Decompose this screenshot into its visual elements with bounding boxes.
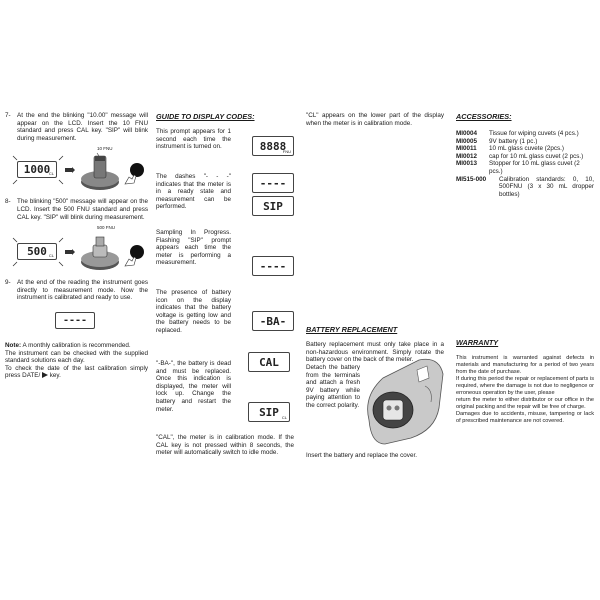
warranty-text (456, 355, 594, 424)
warranty-heading: WARRANTY (456, 338, 499, 348)
display-code-description: "CAL", the meter is in calibration mode. If the CAL key is not pressed within 8 seconds, the meter will automatically switch to idle mode. (156, 434, 294, 457)
note-text (5, 342, 148, 350)
note-body: A monthly calibration is recommended. (22, 341, 131, 349)
meter-with-vial-illustration (77, 231, 123, 271)
accessory-item (456, 145, 594, 153)
lcd-display-cal (248, 352, 290, 372)
meter-battery-illustration (361, 356, 445, 446)
lcd-display (252, 311, 294, 331)
display-codes-heading: GUIDE TO DISPLAY CODES: (156, 112, 255, 121)
note-date-text: To check the date of the last calibration simply press DATE/ (5, 364, 148, 380)
flash-lines-icon (11, 154, 65, 186)
step-text: At the end the blinking "10.00" message will appear on the LCD. Insert the 10 FNU standard and press CAL key. "SIP" will blink during measurement. (17, 112, 148, 142)
lcd-value: 8888 (259, 139, 287, 153)
calibration-note (5, 342, 148, 380)
column-display-codes (156, 112, 294, 457)
lcd-unit: CL (281, 415, 287, 420)
accessory-description: Tissue for wiping cuvets (4 pcs.) (489, 130, 579, 137)
step-text: At the end of the reading the instrument goes directly to measurement mode. Now the instrument is calibrated and ready to use. (17, 279, 148, 302)
lcd-display (55, 312, 95, 329)
display-code-item (156, 128, 294, 173)
lcd-value: SIP (263, 199, 283, 213)
lcd-value: ---- (62, 314, 88, 326)
step-7 (5, 112, 148, 142)
accessory-code: MI0012 (456, 152, 478, 160)
step-text: The blinking "500" message will appear on the LCD. Insert the 500 FNU standard and press CAL key. "SIP" will blink during measurement. (17, 198, 148, 221)
display-code-description: "-BA-", the battery is dead and must be replaced. Once this indication is displayed, the meter will lock up. Change the battery and restart the meter. (156, 360, 231, 413)
hand-pointer-icon (123, 254, 137, 268)
accessory-item (456, 176, 594, 199)
display-code-description: This prompt appears for 1 second each time the instrument is turned on. (156, 128, 231, 151)
lcd-value: 1000 (23, 163, 51, 177)
accessory-code: MI0013 (456, 160, 478, 168)
warranty-paragraph: If during this period the repair or replacement of parts is required, where the damage is not due to negligence or erroneous operation by the user, please (456, 376, 594, 396)
accessory-item (456, 153, 594, 161)
battery-instructions (306, 364, 444, 452)
flash-lines-icon (11, 236, 65, 268)
accessory-item (456, 130, 594, 138)
accessory-description: 10 mL glass cuvete (2pcs.) (489, 145, 565, 153)
accessories-list (456, 130, 594, 198)
accessory-item (456, 138, 594, 146)
accessory-code: MI0011 (456, 145, 477, 153)
battery-paragraph: Battery replacement must only take place in a non-hazardous environment. Simply rotate the battery cover on the back of the meter. (306, 341, 444, 364)
hand-pointer-icon (123, 172, 137, 186)
lcd-unit: CL (48, 171, 54, 177)
accessory-code: MI515-000 (456, 175, 487, 183)
step-8 (5, 198, 148, 221)
lcd-value: -BA- (259, 314, 287, 328)
battery-paragraph: Detach the battery from the terminals and attach a fresh 9V battery while paying attention to the correct polarity. (306, 363, 360, 409)
lcd-display (252, 173, 294, 193)
step-7-illustration (5, 146, 148, 194)
display-code-item (156, 434, 294, 457)
arrow-right-icon (65, 249, 75, 255)
battery-paragraph: Insert the battery and replace the cover. (306, 451, 417, 459)
column-calibration-steps (5, 112, 148, 380)
display-code-description: Sampling In Progress. Flashing "SIP" prompt appears each time the meter is performing a measurement. (156, 229, 231, 267)
vial-label: 10 FNU (97, 146, 113, 152)
meter-with-vial-illustration (77, 152, 123, 192)
note-paragraph: The instrument can be checked with the supplied standard solutions each day. (5, 349, 148, 365)
warranty-paragraph: Damages due to accidents, misuse, tampering or lack of prescribed maintenance are not covered. (456, 410, 594, 424)
accessory-code: MI0004 (456, 130, 478, 137)
column-battery (306, 112, 444, 460)
accessory-description: Calibration standards: 0, 10, 500FNU (3 x 30 mL dropper bottles) (499, 175, 594, 198)
vial-label: 500 FNU (97, 225, 116, 231)
step-9 (5, 279, 148, 302)
lcd-display (252, 136, 294, 156)
display-code-description: The presence of battery icon on the display indicates that the battery voltage is getting low and the battery needs to be replaced. (156, 289, 231, 334)
cl-description: "CL" appears on the lower part of the display when the meter is in calibration mode. (306, 112, 444, 127)
battery-heading: BATTERY REPLACEMENT (306, 325, 398, 335)
step-9-illustration (5, 304, 148, 334)
lcd-value: ---- (259, 176, 287, 190)
lcd-unit: CL (48, 253, 54, 259)
accessory-description: Stopper for 10 mL glass cuvet (2 pcs.) (489, 160, 580, 175)
warranty-paragraph: This instrument is warranted against defects in materials and manufacturing for a period of two years from the date of purchase. (456, 355, 594, 376)
lcd-display-sip-cl (248, 402, 290, 422)
accessories-heading: ACCESSORIES: (456, 112, 512, 121)
step-number: 9- (5, 279, 11, 287)
lcd-value: ---- (259, 259, 287, 273)
warranty-paragraph: return the meter to either distributor or our office in the original packing and the repair will be free of charge. (456, 396, 594, 410)
lcd-unit: FNU (282, 149, 291, 154)
step-8-illustration (5, 225, 148, 273)
lcd-value: 500 (27, 245, 47, 259)
lcd-value: CAL (259, 355, 279, 369)
lcd-display (252, 256, 294, 276)
step-number: 8- (5, 198, 11, 206)
accessory-description: cap for 10 mL glass cuvet (2 pcs.) (489, 152, 584, 160)
note-paragraph (5, 365, 148, 380)
play-icon (42, 372, 48, 378)
step-number: 7- (5, 112, 11, 119)
column-accessories (456, 112, 594, 424)
accessory-code: MI0005 (456, 137, 478, 145)
arrow-right-icon (65, 167, 75, 173)
display-code-description: The dashes "- - -" indicates that the meter is in a ready state and measurement can be performed. (156, 173, 231, 211)
accessory-description: 9V battery (1 pc.) (489, 137, 538, 145)
note-date-key-text: key. (49, 372, 61, 380)
accessory-item (456, 160, 594, 175)
lcd-value: SIP (259, 405, 279, 419)
lcd-display (252, 196, 294, 216)
note-label: Note: (5, 341, 22, 349)
